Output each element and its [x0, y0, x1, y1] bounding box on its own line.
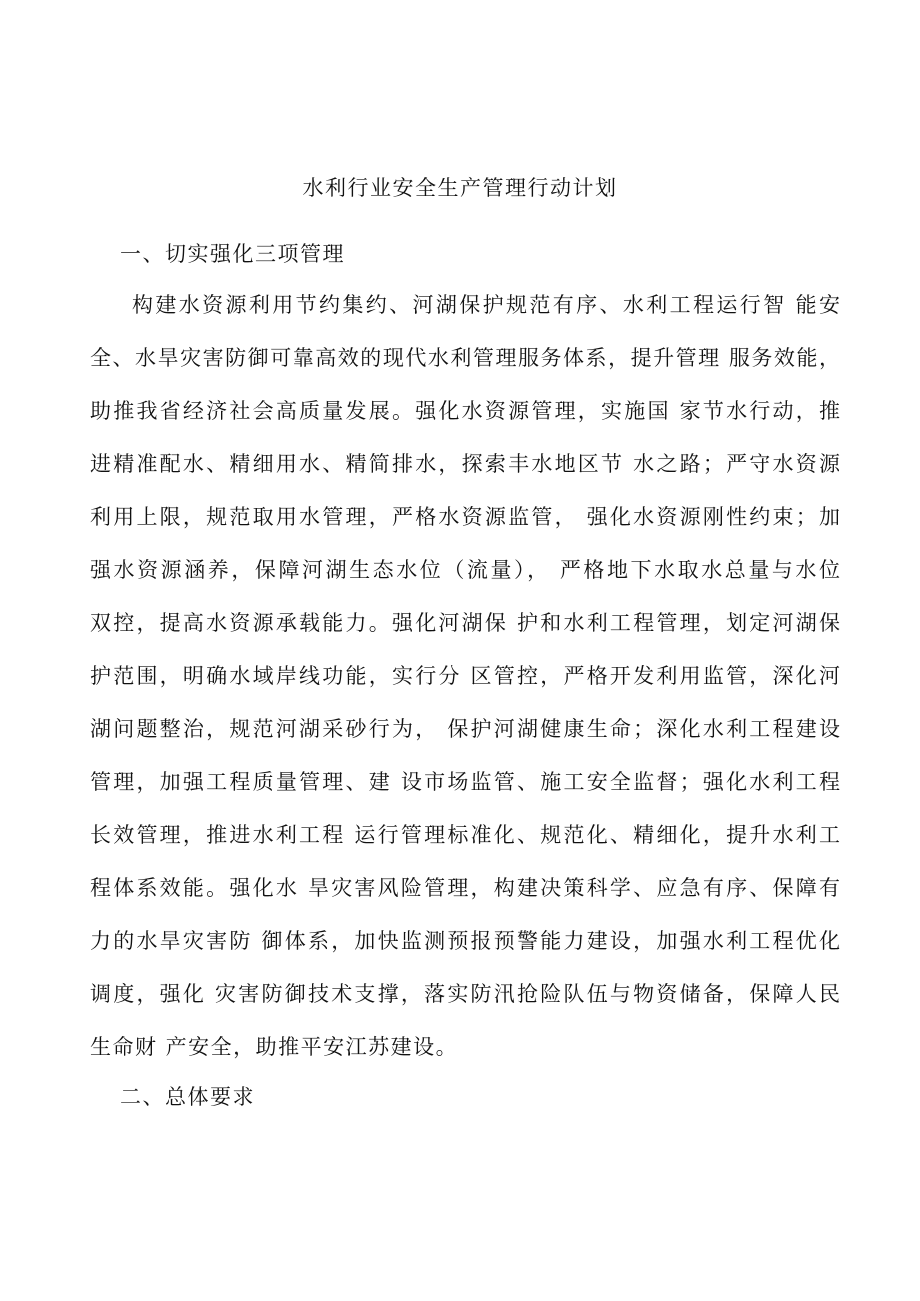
paragraph-line: 构建水资源利用节约集约、河湖保护规范有序、水利工程运行智 能安: [132, 293, 840, 317]
paragraph-line: 利用上限，规范取用水管理，严格水资源监管， 强化水资源刚性约束；加: [90, 505, 840, 529]
section-heading-1: 一、切实强化三项管理: [120, 242, 345, 266]
paragraph-line: 强水资源涵养，保障河湖生态水位（流量）， 严格地下水取水总量与水位: [90, 558, 840, 582]
paragraph-line: 调度，强化 灾害防御技术支撑，落实防汛抢险队伍与物资储备，保障人民: [90, 982, 840, 1006]
section-heading-2: 二、总体要求: [120, 1085, 255, 1109]
paragraph-line: 护范围，明确水域岸线功能，实行分 区管控，严格开发利用监管，深化河: [90, 664, 840, 688]
paragraph-line: 力的水旱灾害防 御体系，加快监测预报预警能力建设，加强水利工程优化: [90, 929, 840, 953]
paragraph-line: 助推我省经济社会高质量发展。强化水资源管理，实施国 家节水行动，推: [90, 399, 840, 423]
document-title: 水利行业安全生产管理行动计划: [302, 176, 618, 200]
paragraph-line: 程体系效能。强化水 旱灾害风险管理，构建决策科学、应急有序、保障有: [90, 876, 840, 900]
paragraph-line: 湖问题整治，规范河湖采砂行为， 保护河湖健康生命；深化水利工程建设: [90, 717, 840, 741]
paragraph-line: 双控，提高水资源承载能力。强化河湖保 护和水利工程管理，划定河湖保: [90, 611, 840, 635]
paragraph-line: 长效管理，推进水利工程 运行管理标准化、规范化、精细化，提升水利工: [90, 823, 840, 847]
paragraph-line: 管理，加强工程质量管理、建 设市场监管、施工安全监督；强化水利工程: [90, 770, 840, 794]
paragraph-line: 全、水旱灾害防御可靠高效的现代水利管理服务体系，提升管理 服务效能，: [90, 346, 840, 370]
paragraph-line: 生命财 产安全，助推平安江苏建设。: [90, 1035, 459, 1059]
section-1-paragraph: [90, 285, 840, 1080]
paragraph-line: 进精准配水、精细用水、精简排水，探索丰水地区节 水之路；严守水资源: [90, 452, 840, 476]
